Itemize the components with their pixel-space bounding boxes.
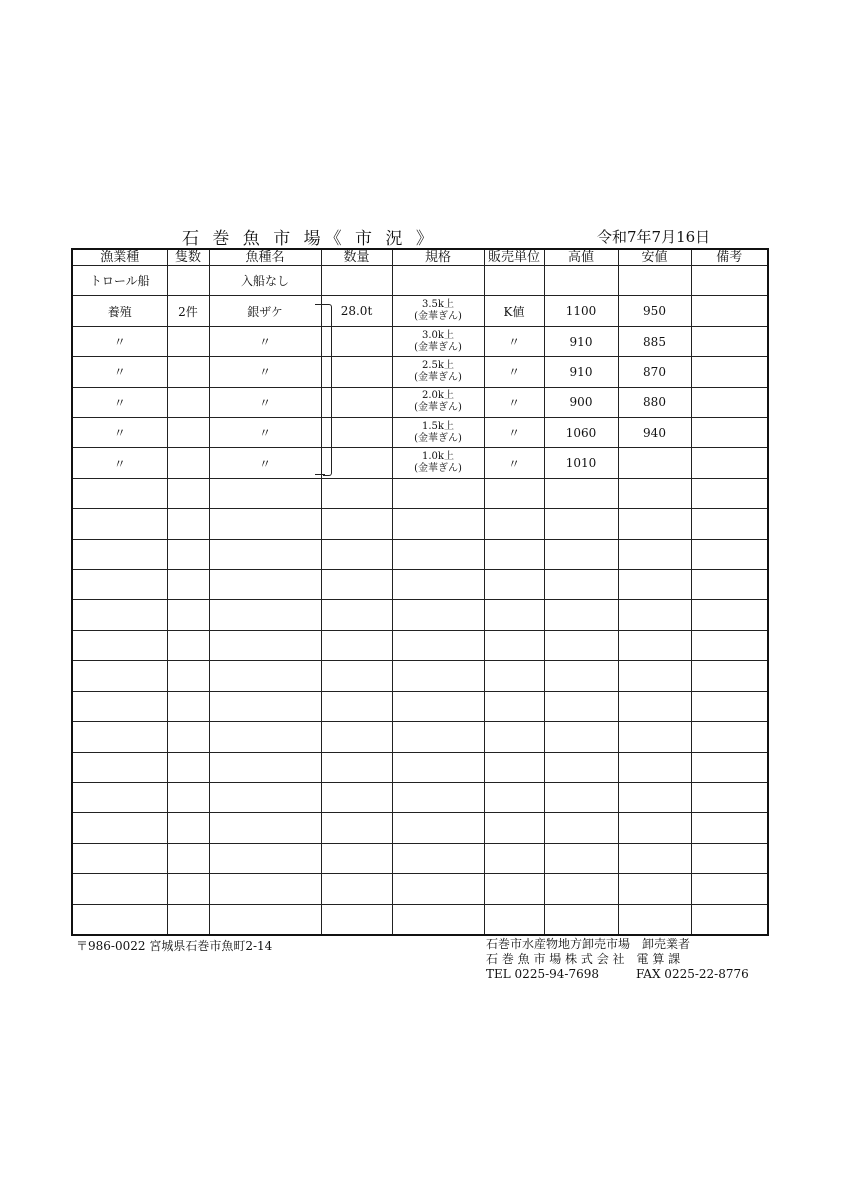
empty-cell <box>167 691 209 721</box>
empty-cell <box>209 691 321 721</box>
table-row <box>73 357 767 387</box>
bracket-top-tail <box>315 304 325 305</box>
empty-cell <box>321 843 392 873</box>
empty-cell <box>618 752 691 782</box>
empty-cell <box>392 630 484 660</box>
empty-table-row <box>73 570 767 600</box>
empty-cell <box>392 813 484 843</box>
empty-cell <box>73 600 167 630</box>
spec-cell <box>392 326 484 356</box>
empty-cell <box>484 661 544 691</box>
empty-cell <box>618 782 691 812</box>
empty-cell <box>544 904 618 934</box>
remarks-cell <box>691 326 767 356</box>
empty-cell <box>209 813 321 843</box>
column-header: 漁業種 <box>73 250 167 266</box>
remarks-cell <box>691 448 767 478</box>
empty-cell <box>73 752 167 782</box>
fishery-type-cell: 〃 <box>73 357 167 387</box>
empty-cell <box>691 570 767 600</box>
empty-cell <box>167 509 209 539</box>
sales-unit-cell <box>484 266 544 296</box>
spec-size: 3.5k上 <box>422 299 454 311</box>
report-date: 令和7年7月16日 <box>597 228 711 246</box>
empty-cell <box>167 904 209 934</box>
remarks-cell <box>691 266 767 296</box>
sales-unit-cell: 〃 <box>484 387 544 417</box>
org-line-1: 石巻市水産物地方卸売市場 卸売業者 <box>486 937 691 951</box>
empty-cell <box>618 904 691 934</box>
empty-cell <box>392 661 484 691</box>
empty-cell <box>209 782 321 812</box>
quantity-cell: 28.0t <box>321 296 392 326</box>
empty-cell <box>321 782 392 812</box>
empty-table-row <box>73 722 767 752</box>
spec-size: 1.0k上 <box>422 451 454 463</box>
fishery-type-cell: 〃 <box>73 418 167 448</box>
empty-cell <box>484 691 544 721</box>
empty-cell <box>691 874 767 904</box>
fish-name-cell: 〃 <box>209 387 321 417</box>
empty-cell <box>392 691 484 721</box>
empty-cell <box>618 722 691 752</box>
column-header: 安値 <box>618 250 691 266</box>
sales-unit-cell: K値 <box>484 296 544 326</box>
empty-cell <box>167 813 209 843</box>
empty-cell <box>167 782 209 812</box>
empty-cell <box>321 630 392 660</box>
empty-cell <box>392 539 484 569</box>
empty-cell <box>209 661 321 691</box>
empty-cell <box>73 570 167 600</box>
empty-cell <box>73 722 167 752</box>
empty-cell <box>392 478 484 508</box>
empty-cell <box>484 722 544 752</box>
empty-table-row <box>73 904 767 934</box>
empty-cell <box>618 691 691 721</box>
empty-cell <box>167 570 209 600</box>
footer-organization <box>486 937 749 982</box>
empty-cell <box>73 782 167 812</box>
column-header: 魚種名 <box>209 250 321 266</box>
fishery-type-cell: トロール船 <box>73 266 167 296</box>
high-price-cell: 910 <box>544 326 618 356</box>
low-price-cell: 880 <box>618 387 691 417</box>
table-row <box>73 266 767 296</box>
empty-cell <box>167 630 209 660</box>
high-price-cell: 1100 <box>544 296 618 326</box>
empty-cell <box>618 600 691 630</box>
empty-cell <box>392 843 484 873</box>
empty-cell <box>484 904 544 934</box>
empty-table-row <box>73 691 767 721</box>
empty-cell <box>73 661 167 691</box>
high-price-cell: 1010 <box>544 448 618 478</box>
empty-cell <box>321 904 392 934</box>
empty-cell <box>167 600 209 630</box>
empty-cell <box>544 722 618 752</box>
empty-cell <box>167 843 209 873</box>
high-price-cell: 900 <box>544 387 618 417</box>
empty-cell <box>209 600 321 630</box>
empty-cell <box>484 752 544 782</box>
spec-brand: (金華ぎん) <box>414 463 462 475</box>
remarks-cell <box>691 418 767 448</box>
high-price-cell <box>544 266 618 296</box>
spec-cell <box>392 387 484 417</box>
empty-cell <box>691 600 767 630</box>
bracket-bottom-tail <box>315 474 325 475</box>
empty-cell <box>167 722 209 752</box>
empty-cell <box>544 630 618 660</box>
low-price-cell <box>618 448 691 478</box>
empty-cell <box>691 782 767 812</box>
empty-cell <box>209 570 321 600</box>
table-body <box>73 266 767 935</box>
market-address: 〒986-0022 宮城県石巻市魚町2-14 <box>76 939 273 953</box>
org-line-2: 石 巻 魚 市 場 株 式 会 社 電 算 課 <box>486 952 681 966</box>
empty-cell <box>73 813 167 843</box>
empty-cell <box>618 539 691 569</box>
empty-cell <box>618 813 691 843</box>
empty-cell <box>209 874 321 904</box>
empty-cell <box>544 600 618 630</box>
empty-table-row <box>73 782 767 812</box>
empty-cell <box>392 874 484 904</box>
high-price-cell: 910 <box>544 357 618 387</box>
empty-table-row <box>73 874 767 904</box>
empty-cell <box>484 600 544 630</box>
empty-cell <box>73 539 167 569</box>
remarks-cell <box>691 387 767 417</box>
fish-name-cell: 〃 <box>209 418 321 448</box>
empty-cell <box>544 782 618 812</box>
empty-cell <box>691 752 767 782</box>
empty-cell <box>73 904 167 934</box>
empty-cell <box>209 722 321 752</box>
column-header: 数量 <box>321 250 392 266</box>
empty-cell <box>544 661 618 691</box>
spec-size: 2.0k上 <box>422 390 454 402</box>
empty-table-row <box>73 661 767 691</box>
market-report-sheet <box>71 248 769 936</box>
empty-cell <box>618 661 691 691</box>
empty-cell <box>167 478 209 508</box>
empty-cell <box>544 570 618 600</box>
fish-name-cell: 〃 <box>209 448 321 478</box>
empty-cell <box>209 478 321 508</box>
empty-cell <box>484 509 544 539</box>
table-row <box>73 296 767 326</box>
empty-table-row <box>73 752 767 782</box>
empty-cell <box>484 782 544 812</box>
fish-name-cell: 銀ザケ <box>209 296 321 326</box>
spec-size: 1.5k上 <box>422 420 454 432</box>
empty-cell <box>691 661 767 691</box>
spec-cell <box>392 418 484 448</box>
column-header: 備考 <box>691 250 767 266</box>
column-header: 規格 <box>392 250 484 266</box>
empty-cell <box>691 813 767 843</box>
empty-table-row <box>73 509 767 539</box>
low-price-cell: 885 <box>618 326 691 356</box>
empty-cell <box>321 813 392 843</box>
table-row <box>73 326 767 356</box>
empty-cell <box>484 843 544 873</box>
empty-cell <box>618 843 691 873</box>
empty-cell <box>691 843 767 873</box>
low-price-cell: 950 <box>618 296 691 326</box>
sales-unit-cell: 〃 <box>484 418 544 448</box>
empty-cell <box>392 570 484 600</box>
spec-brand: (金華ぎん) <box>414 311 462 323</box>
spec-brand: (金華ぎん) <box>414 402 462 414</box>
low-price-cell: 870 <box>618 357 691 387</box>
remarks-cell <box>691 296 767 326</box>
empty-cell <box>544 539 618 569</box>
empty-cell <box>73 843 167 873</box>
empty-cell <box>544 874 618 904</box>
empty-cell <box>73 874 167 904</box>
fish-name-cell: 〃 <box>209 326 321 356</box>
empty-cell <box>321 661 392 691</box>
empty-cell <box>691 478 767 508</box>
empty-cell <box>321 600 392 630</box>
empty-cell <box>73 691 167 721</box>
empty-cell <box>167 752 209 782</box>
empty-table-row <box>73 600 767 630</box>
empty-cell <box>484 539 544 569</box>
page-title: 石 巻 魚 市 場《 市 況 》 <box>182 229 437 249</box>
vessel-count-cell <box>167 357 209 387</box>
spec-brand: (金華ぎん) <box>414 341 462 353</box>
spec-size: 2.5k上 <box>422 359 454 371</box>
empty-cell <box>321 570 392 600</box>
empty-cell <box>691 630 767 660</box>
fish-name-cell: 〃 <box>209 357 321 387</box>
empty-cell <box>618 509 691 539</box>
empty-cell <box>392 509 484 539</box>
empty-table-row <box>73 843 767 873</box>
grouping-bracket <box>323 304 332 476</box>
empty-cell <box>392 782 484 812</box>
empty-cell <box>73 478 167 508</box>
empty-cell <box>209 630 321 660</box>
empty-cell <box>167 539 209 569</box>
empty-cell <box>392 752 484 782</box>
spec-size: 3.0k上 <box>422 329 454 341</box>
empty-cell <box>167 874 209 904</box>
empty-cell <box>484 570 544 600</box>
spec-cell <box>392 448 484 478</box>
empty-cell <box>618 570 691 600</box>
empty-cell <box>484 630 544 660</box>
table-row <box>73 418 767 448</box>
fish-name-cell: 入船なし <box>209 266 321 296</box>
empty-cell <box>691 722 767 752</box>
empty-cell <box>209 509 321 539</box>
quantity-cell <box>321 266 392 296</box>
empty-cell <box>392 600 484 630</box>
empty-cell <box>209 752 321 782</box>
column-header: 高値 <box>544 250 618 266</box>
empty-table-row <box>73 813 767 843</box>
empty-cell <box>209 843 321 873</box>
empty-cell <box>209 904 321 934</box>
vessel-count-cell: 2件 <box>167 296 209 326</box>
empty-cell <box>544 813 618 843</box>
table-header-row <box>73 250 767 266</box>
empty-cell <box>691 509 767 539</box>
vessel-count-cell <box>167 387 209 417</box>
spec-brand: (金華ぎん) <box>414 371 462 383</box>
column-header: 隻数 <box>167 250 209 266</box>
empty-cell <box>544 843 618 873</box>
empty-cell <box>321 539 392 569</box>
empty-cell <box>484 478 544 508</box>
empty-cell <box>321 509 392 539</box>
spec-cell <box>392 357 484 387</box>
low-price-cell <box>618 266 691 296</box>
spec-brand: (金華ぎん) <box>414 432 462 444</box>
sales-unit-cell: 〃 <box>484 448 544 478</box>
high-price-cell: 1060 <box>544 418 618 448</box>
empty-cell <box>691 539 767 569</box>
empty-cell <box>167 661 209 691</box>
empty-cell <box>321 752 392 782</box>
empty-cell <box>321 874 392 904</box>
empty-table-row <box>73 539 767 569</box>
empty-cell <box>392 722 484 752</box>
empty-cell <box>321 722 392 752</box>
remarks-cell <box>691 357 767 387</box>
fishery-type-cell: 〃 <box>73 448 167 478</box>
contact-line <box>486 967 749 982</box>
empty-cell <box>321 478 392 508</box>
vessel-count-cell <box>167 326 209 356</box>
empty-cell <box>691 691 767 721</box>
spec-cell <box>392 266 484 296</box>
empty-table-row <box>73 478 767 508</box>
vessel-count-cell <box>167 448 209 478</box>
fishery-type-cell: 〃 <box>73 387 167 417</box>
fishery-type-cell: 養殖 <box>73 296 167 326</box>
low-price-cell: 940 <box>618 418 691 448</box>
sales-unit-cell: 〃 <box>484 326 544 356</box>
empty-cell <box>73 630 167 660</box>
market-table <box>73 250 767 934</box>
empty-cell <box>544 478 618 508</box>
table-row <box>73 387 767 417</box>
empty-cell <box>544 752 618 782</box>
empty-cell <box>392 904 484 934</box>
vessel-count-cell <box>167 266 209 296</box>
empty-cell <box>618 874 691 904</box>
empty-cell <box>618 630 691 660</box>
empty-table-row <box>73 630 767 660</box>
fishery-type-cell: 〃 <box>73 326 167 356</box>
vessel-count-cell <box>167 418 209 448</box>
empty-cell <box>691 904 767 934</box>
table-row <box>73 448 767 478</box>
tel-number: TEL 0225-94-7698 <box>486 967 600 981</box>
empty-cell <box>73 509 167 539</box>
sales-unit-cell: 〃 <box>484 357 544 387</box>
empty-cell <box>484 813 544 843</box>
empty-cell <box>544 509 618 539</box>
empty-cell <box>321 691 392 721</box>
fax-number: FAX 0225-22-8776 <box>636 967 749 981</box>
empty-cell <box>618 478 691 508</box>
empty-cell <box>209 539 321 569</box>
empty-cell <box>544 691 618 721</box>
column-header: 販売単位 <box>484 250 544 266</box>
empty-cell <box>484 874 544 904</box>
spec-cell <box>392 296 484 326</box>
